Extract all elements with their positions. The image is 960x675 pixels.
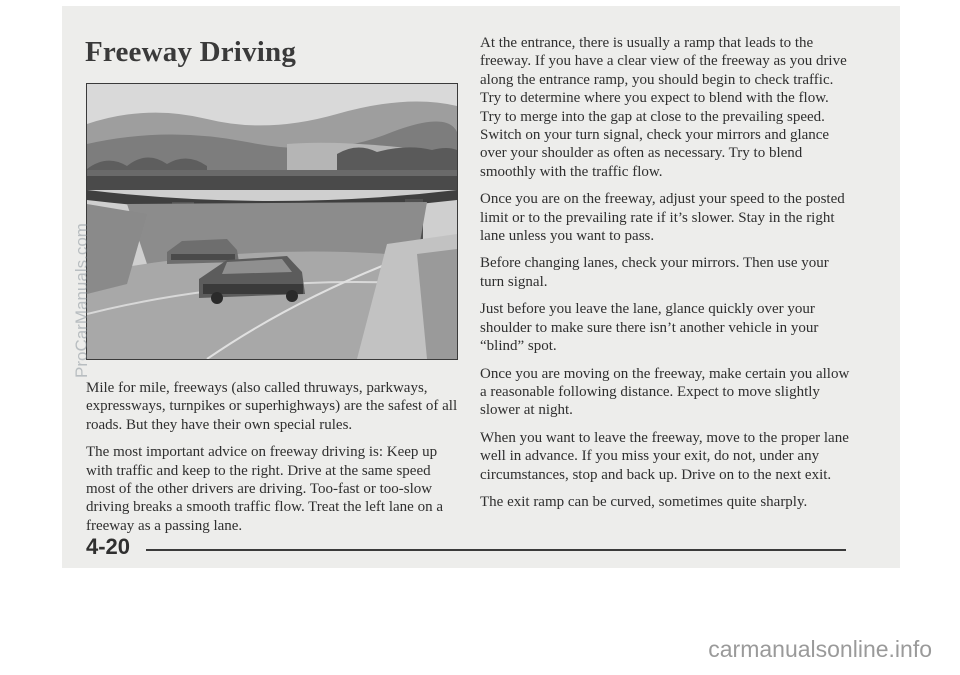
side-watermark: ProCarManuals.com — [72, 223, 91, 378]
page-number: 4-20 — [86, 534, 131, 559]
footer-rule — [146, 549, 846, 551]
paragraph: Mile for mile, freeways (also called thruways, parkways, expressways, turnpikes or superhighways) are the safest of all roads. But they have their own special rules. — [86, 380, 458, 433]
paragraph: Just before you leave the lane, glance quickly over your shoulder to make sure there isn’t another vehicle in your “blind” spot. — [480, 301, 819, 355]
freeway-overpass-illustration — [86, 83, 458, 360]
paragraph: Once you are on the freeway, adjust your speed to the posted limit or to the prevailing rate if it’s slower. Stay in the right lane unless you want to pass. — [480, 191, 845, 245]
page-title: Freeway Driving — [85, 36, 297, 68]
right-column-text — [480, 34, 852, 520]
paragraph: Before changing lanes, check your mirrors. Then use your turn signal. — [480, 255, 829, 290]
left-column-text — [86, 379, 458, 544]
paragraph: At the entrance, there is usually a ramp that leads to the freeway. If you have a clear view of the freeway as you drive along the entrance ramp, you should begin to check traffic. Try to determine where you expect to blend with the flow. Try to merge into the gap at close to the prevailing speed. Switch on your turn signal, check your mirrors and glance over your shoulder as often as necessary. Try to blend smoothly with the traffic flow. — [480, 35, 847, 180]
paragraph: When you want to leave the freeway, move to the proper lane well in advance. If you miss your exit, do not, under any circumstances, stop and back up. Drive on to the next exit. — [480, 429, 849, 483]
bottom-watermark: carmanualsonline.info — [708, 636, 932, 662]
paragraph: The most important advice on freeway driving is: Keep up with traffic and keep to the right. Drive at the same speed most of the other drivers are driving. Too-fast or too-slow driving breaks a smooth traffic flow. Treat the left lane on a freeway as a passing lane. — [86, 444, 443, 534]
paragraph: Once you are moving on the freeway, make certain you allow a reasonable following distance. Expect to move slightly slower at night. — [480, 365, 850, 419]
illustration-drawing — [87, 84, 457, 359]
paragraph: The exit ramp can be curved, sometimes quite sharply. — [480, 493, 808, 510]
